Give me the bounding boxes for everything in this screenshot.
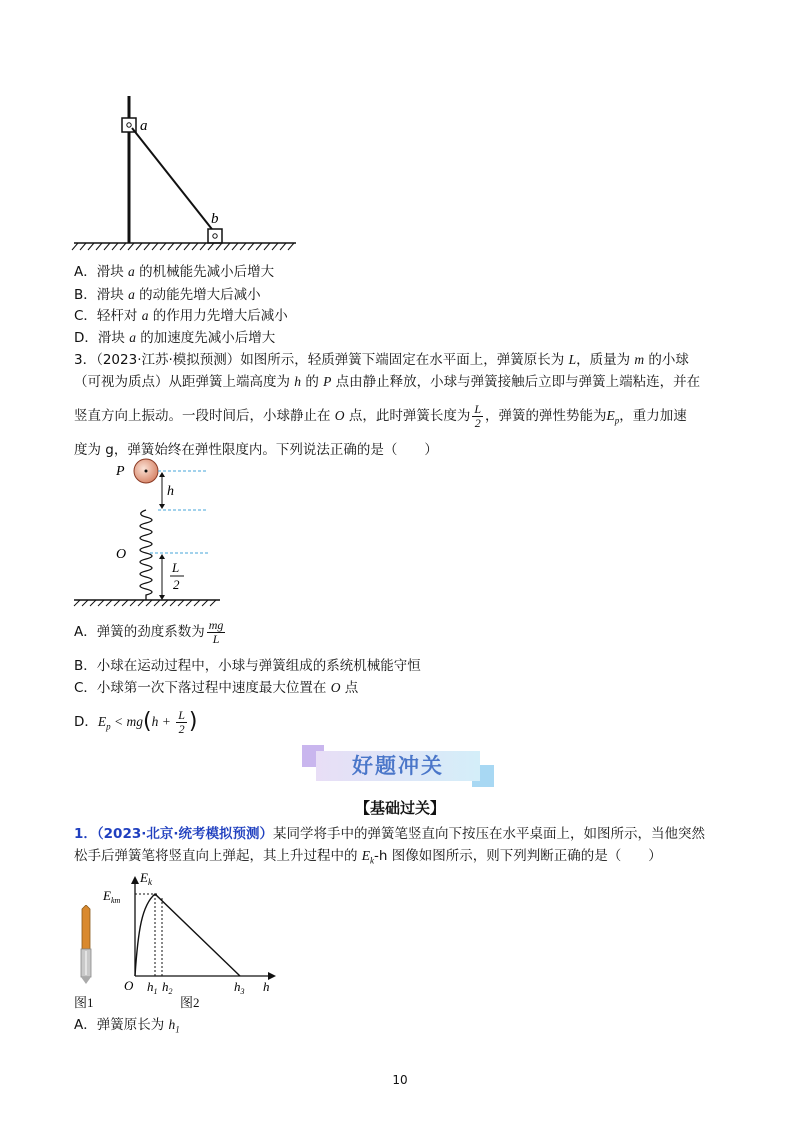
- q3-line-4: 度为 g，弹簧始终在弹性限度内。下列说法正确的是（ ）: [74, 442, 438, 458]
- ek-h-graph: [100, 870, 285, 1000]
- q1-line-2: 松手后弹簧笔将竖直向上弹起，其上升过程中的 $E_k-h$ 图像如图所示，则下列判断正确的是（ ）: [74, 848, 662, 866]
- h1-label: $h_1$: [147, 979, 158, 996]
- q1-line-1: 1．（2023·北京·统考模拟预测）某同学将手中的弹簧笔竖直向下按压在水平桌面上，如图所示，当他突然: [74, 826, 705, 842]
- q2-option-a[interactable]: A．滑块 a 的机械能先减小后增大: [74, 264, 275, 280]
- label-2: 2: [173, 577, 180, 592]
- q3-option-a[interactable]: A．弹簧的劲度系数为 $\frac{mg}{L}$: [74, 617, 224, 646]
- origin-label: O: [124, 978, 134, 993]
- label-O: O: [116, 547, 127, 562]
- fraction-mg-over-L: $\frac{mg}{L}$: [208, 617, 224, 646]
- fraction-L-over-2-d: $\frac{L}{2}$: [178, 707, 185, 736]
- q2-option-c[interactable]: C．轻杆对 a 的作用力先增大后减小: [74, 308, 288, 324]
- label-a: a: [140, 118, 148, 134]
- q2-option-d[interactable]: D．滑块 a 的加速度先减小后增大: [74, 330, 276, 346]
- q3-option-b[interactable]: B．小球在运动过程中，小球与弹簧组成的系统机械能守恒: [74, 658, 421, 674]
- x-axis-label: h: [263, 979, 270, 994]
- q3-option-d[interactable]: D．$E_p < mg(h$ + $\frac{L}{2}$ ): [74, 707, 198, 736]
- figure-spring-ball: [70, 455, 230, 610]
- spring-pen-image: [74, 905, 96, 985]
- figure-rod-sliders: [70, 92, 300, 252]
- fraction-L-over-2: $\frac{L}{2}$: [474, 401, 482, 430]
- label-P: P: [116, 464, 125, 479]
- banner-title: 好题冲关: [352, 754, 444, 778]
- label-h: h: [167, 484, 174, 499]
- page-number: 10: [392, 1073, 408, 1087]
- q3-line-2: （可视为质点）从距弹簧上端高度为 h 的 P 点由静止释放，小球与弹簧接触后立即与弹簧上端粘连，并在: [74, 374, 701, 390]
- h2-label: $h_2$: [162, 979, 173, 996]
- h3-label: $h_3$: [234, 979, 245, 996]
- section-title: 【基础过关】: [354, 799, 445, 817]
- label-b: b: [211, 211, 219, 227]
- q3-option-c[interactable]: C．小球第一次下落过程中速度最大位置在 O 点: [74, 680, 359, 696]
- fig2-caption: 图2: [180, 995, 200, 1010]
- ekm-label: $E_{km}$: [103, 888, 121, 905]
- y-axis-label: $E_k$: [140, 870, 152, 887]
- label-L: L: [172, 560, 180, 575]
- banner-good-questions: [302, 745, 494, 787]
- q3-line-3: 竖直方向上振动。一段时间后，小球静止在 O 点，此时弹簧长度为 $\frac{L}{2}$ ，弹簧的弹性势能为$E_p$，重力加速: [74, 401, 687, 430]
- fig1-caption: 图1: [74, 995, 94, 1010]
- q1-option-a[interactable]: A．弹簧原长为 $h_1$: [74, 1017, 180, 1035]
- q2-option-b[interactable]: B．滑块 a 的动能先增大后减小: [74, 287, 261, 303]
- q3-line-1: 3．（2023·江苏·模拟预测）如图所示，轻质弹簧下端固定在水平面上，弹簧原长为 L，质量为 m 的小球: [74, 352, 689, 368]
